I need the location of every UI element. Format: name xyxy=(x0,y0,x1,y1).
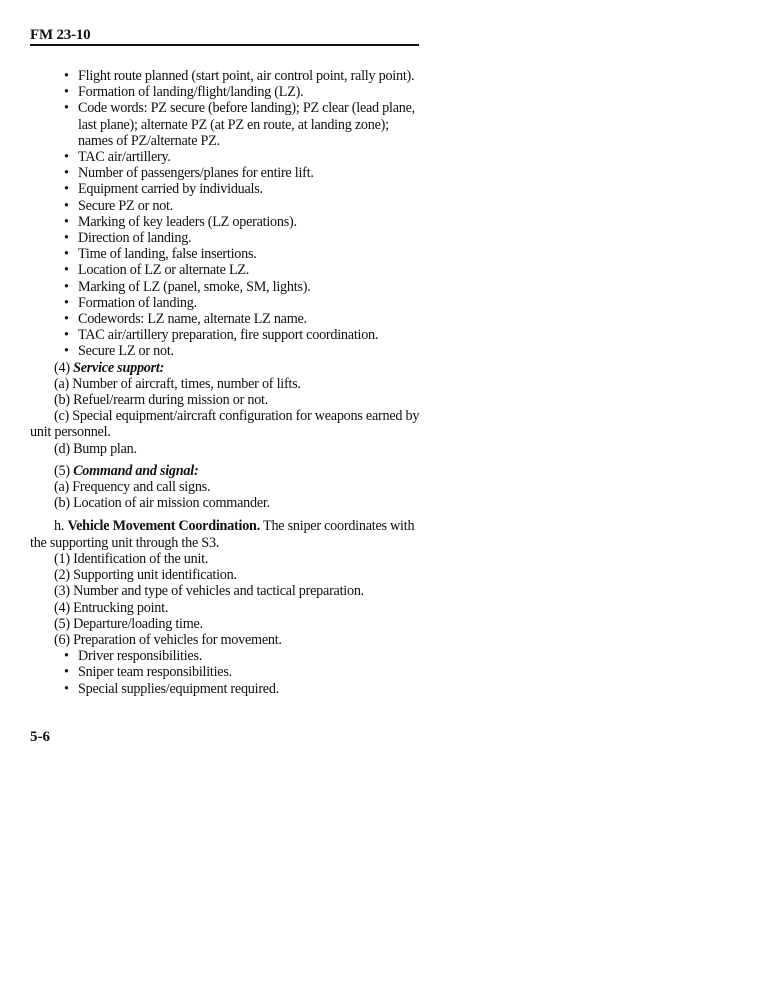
list-item: • TAC air/artillery preparation, fire support coordination. xyxy=(64,327,422,343)
list-item: • Marking of key leaders (LZ operations). xyxy=(64,214,422,230)
vehicle-movement-paragraph xyxy=(30,518,422,550)
paragraph-item: (4) Entrucking point. xyxy=(54,599,169,616)
page-header xyxy=(30,27,419,46)
paragraph-item: (b) Refuel/rearm during mission or not. xyxy=(54,392,269,409)
paragraph-item: (1) Identification of the unit. xyxy=(54,550,209,567)
bullet-list-vehicle-prep xyxy=(30,648,422,697)
list-item: • Number of passengers/planes for entire lift. xyxy=(64,165,422,181)
manual-title: FM 23-10 xyxy=(30,27,91,43)
section-heading: Command and signal: xyxy=(73,462,199,479)
list-item: • Marking of LZ (panel, smoke, SM, lights). xyxy=(64,279,422,295)
paragraph-item: (b) Location of air mission commander. xyxy=(54,495,270,512)
paragraph-item: (c) Special equipment/aircraft configuration for weapons earned by unit personnel. xyxy=(30,408,420,441)
bullet-list-air-movement xyxy=(30,68,422,360)
page-content xyxy=(30,68,422,697)
service-support-heading xyxy=(30,360,422,376)
list-item: • Time of landing, false insertions. xyxy=(64,246,422,262)
list-item: • Driver responsibilities. xyxy=(64,648,422,664)
list-item: • Formation of landing/flight/landing (LZ). xyxy=(64,84,422,100)
paragraph-item: (a) Number of aircraft, times, number of lifts. xyxy=(54,375,301,392)
list-item: • Location of LZ or alternate LZ. xyxy=(64,262,422,278)
paragraph-title: Vehicle Movement Coordination. xyxy=(67,518,260,535)
list-item: • Formation of landing. xyxy=(64,295,422,311)
list-item: • Secure PZ or not. xyxy=(64,198,422,214)
list-item: • Code words: PZ secure (before landing); PZ clear (lead plane, last plane); alternate PZ (at PZ en route, at landing zone); names of PZ/alternate PZ. xyxy=(64,100,422,149)
paragraph-item: (3) Number and type of vehicles and tactical preparation. xyxy=(54,583,364,600)
paragraph-letter: h. xyxy=(54,518,65,535)
section-number: (4) xyxy=(54,359,70,376)
list-item: • Sniper team responsibilities. xyxy=(64,664,422,680)
list-item: • Direction of landing. xyxy=(64,230,422,246)
list-item: • Special supplies/equipment required. xyxy=(64,681,422,697)
list-item: • Equipment carried by individuals. xyxy=(64,181,422,197)
paragraph-text: The sniper coordinates with the supporting unit through the S3. xyxy=(30,518,415,551)
list-item: • TAC air/artillery. xyxy=(64,149,422,165)
paragraph-item: (2) Supporting unit identification. xyxy=(54,567,237,584)
section-heading: Service support: xyxy=(73,359,165,376)
list-item: • Codewords: LZ name, alternate LZ name. xyxy=(64,311,422,327)
list-item: • Secure LZ or not. xyxy=(64,343,422,359)
paragraph-item: (5) Departure/loading time. xyxy=(54,615,203,632)
section-number: (5) xyxy=(54,462,70,479)
paragraph-item: (d) Bump plan. xyxy=(54,440,137,457)
list-item: • Flight route planned (start point, air control point, rally point). xyxy=(64,68,422,84)
paragraph-item: (6) Preparation of vehicles for movement. xyxy=(54,631,282,648)
paragraph-item: (a) Frequency and call signs. xyxy=(54,479,211,496)
page-number: 5-6 xyxy=(30,729,50,745)
command-signal-heading xyxy=(30,463,422,479)
